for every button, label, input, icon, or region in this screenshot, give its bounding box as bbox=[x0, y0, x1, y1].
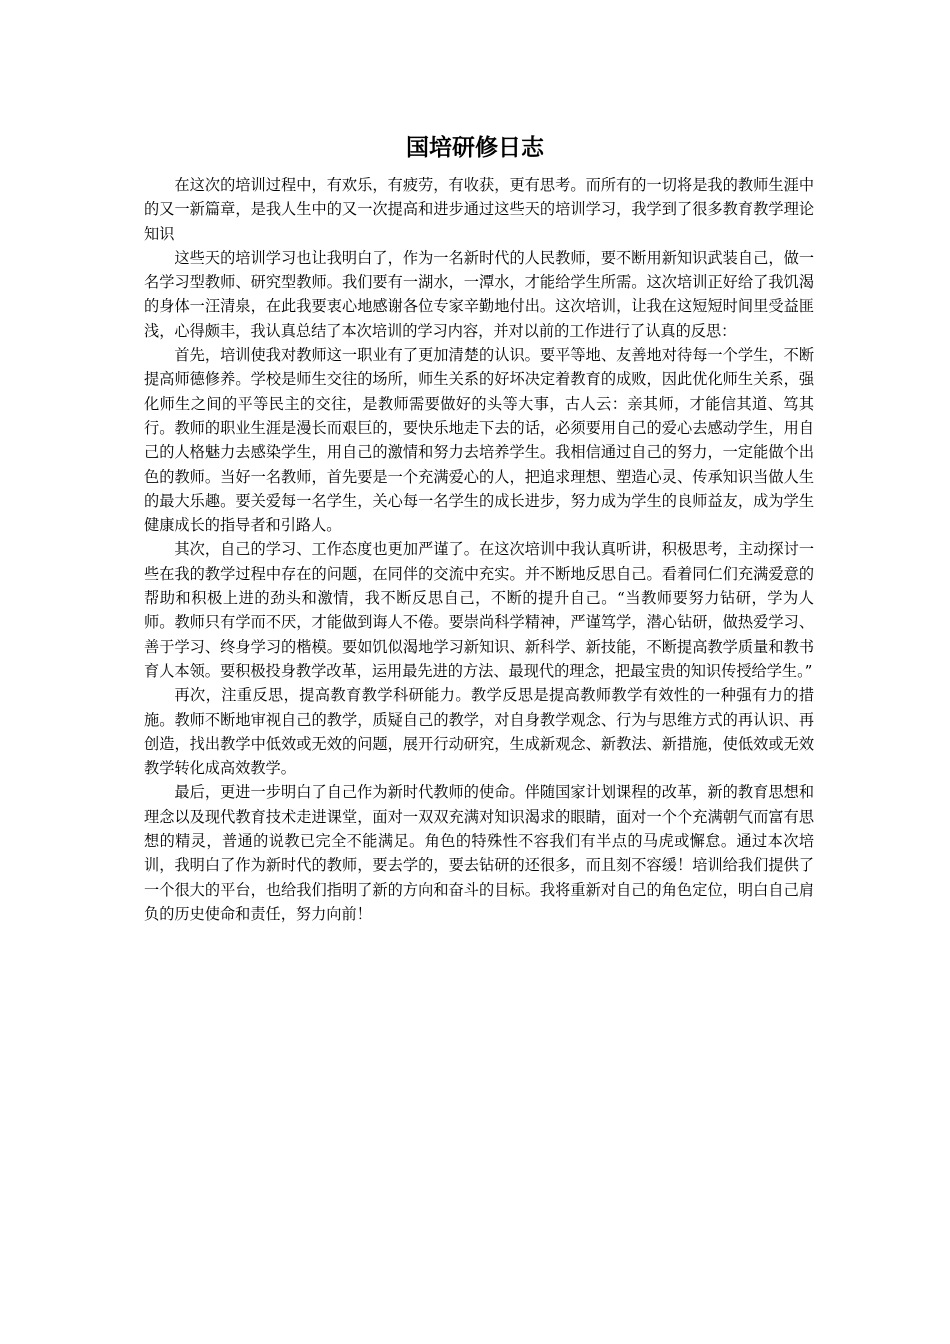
paragraph-third: 再次，注重反思，提高教育教学科研能力。教学反思是提高教师教学有效性的一种强有力的措施。教师不断地审视自己的教学，质疑自己的教学，对自身教学观念、行为与思维方式的再认识、再创造，找出教学中低效或无效的问题，展开行动研究，生成新观念、新教法、新措施，使低效或无效教学转化成高效教学。 bbox=[144, 686, 814, 778]
paragraph-reflection: 这些天的培训学习也让我明白了，作为一名新时代的人民教师，要不断用新知识武装自己，做一名学习型教师、研究型教师。我们要有一湖水，一潭水，才能给学生所需。这次培训正好给了我饥渴的身体一汪清泉，在此我要衷心地感谢各位专家辛勤地付出。这次培训，让我在这短短时间里受益匪浅，心得颇丰，我认真总结了本次培训的学习内容，并对以前的工作进行了认真的反思： bbox=[144, 248, 814, 340]
paragraph-second: 其次，自己的学习、工作态度也更加严谨了。在这次培训中我认真听讲，积极思考，主动探讨一些在我的教学过程中存在的问题，在同伴的交流中充实。并不断地反思自己。看着同仁们充满爱意的帮助和积极上进的劲头和激情，我不断反思自己，不断的提升自己。“当教师要努力钻研，学为人师。教师只有学而不厌，才能做到诲人不倦。要崇尚科学精神，严谨笃学，潜心钻研，做热爱学习、善于学习、终身学习的楷模。要如饥似渴地学习新知识、新科学、新技能，不断提高教学质量和教书育人本领。要积极投身教学改革，运用最先进的方法、最现代的理念，把最宝贵的知识传授给学生。” bbox=[144, 540, 814, 680]
page-title: 国培研修日志 bbox=[406, 134, 544, 161]
paragraph-first: 首先，培训使我对教师这一职业有了更加清楚的认识。要平等地、友善地对待每一个学生，不断提高师德修养。学校是师生交往的场所，师生关系的好坏决定着教育的成败，因此优化师生关系，强化师生之间的平等民主的交往，是教师需要做好的头等大事，古人云：亲其师，才能信其道、笃其行。教师的职业生涯是漫长而艰巨的，要快乐地走下去的话，必须要用自己的爱心去感动学生，用自己的人格魅力去感染学生，用自己的激情和努力去培养学生。我相信通过自己的努力，一定能做个出色的教师。当好一名教师，首先要是一个充满爱心的人，把追求理想、塑造心灵、传承知识当做人生的最大乐趣。要关爱每一名学生，关心每一名学生的成长进步，努力成为学生的良师益友，成为学生健康成长的指导者和引路人。 bbox=[144, 346, 814, 535]
document-body bbox=[144, 173, 814, 926]
paragraph-last: 最后，更进一步明白了自己作为新时代教师的使命。伴随国家计划课程的改革，新的教育思想和理念以及现代教育技术走进课堂，面对一双双充满对知识渴求的眼睛，面对一个个充满朝气而富有思想的精灵，普通的说教已完全不能满足。角色的特殊性不容我们有半点的马虎或懈怠。通过本次培训，我明白了作为新时代的教师，要去学的，要去钻研的还很多，而且刻不容缓！培训给我们提供了一个很大的平台，也给我们指明了新的方向和奋斗的目标。我将重新对自己的角色定位，明白自己肩负的历史使命和责任，努力向前！ bbox=[144, 783, 814, 923]
paragraph-intro: 在这次的培训过程中，有欢乐，有疲劳，有收获，更有思考。而所有的一切将是我的教师生涯中的又一新篇章，是我人生中的又一次提高和进步通过这些天的培训学习，我学到了很多教育教学理论知识 bbox=[144, 176, 814, 243]
